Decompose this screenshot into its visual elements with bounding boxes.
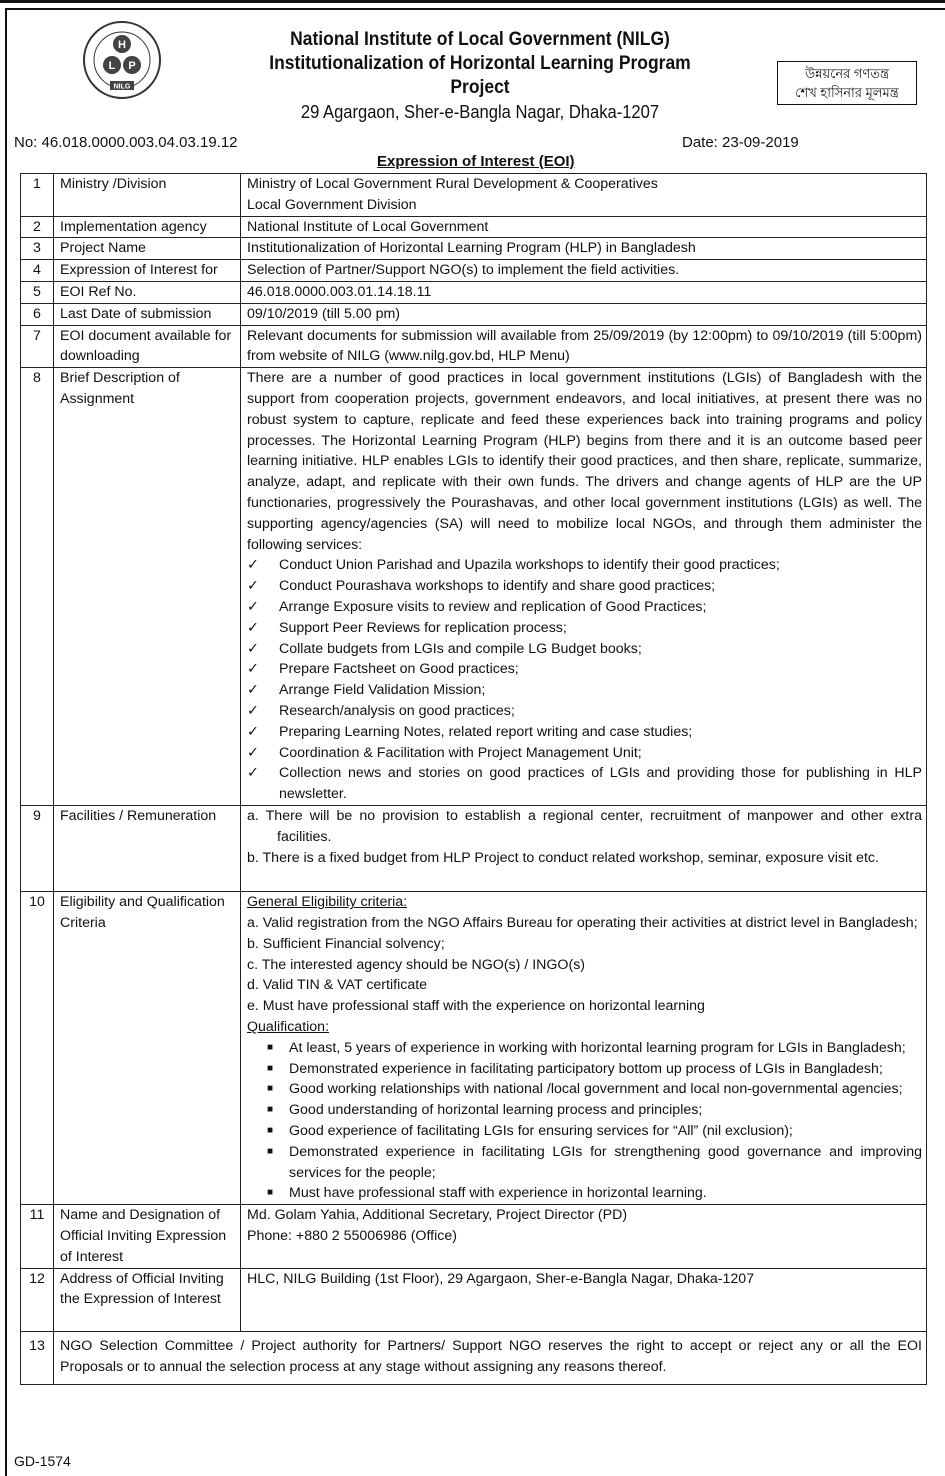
row-number: 4: [21, 260, 54, 282]
row-value: Institutionalization of Horizontal Learning Program (HLP) in Bangladesh: [241, 238, 927, 260]
row-label: Last Date of submission: [54, 303, 241, 325]
logo-letter-l: L: [108, 60, 116, 72]
row-value: Selection of Partner/Support NGO(s) to implement the field activities.: [241, 260, 927, 282]
row-number: 2: [21, 216, 54, 238]
row-number: 3: [21, 238, 54, 260]
list-item-text: Collate budgets from LGIs and compile LG Budget books;: [279, 640, 642, 657]
table-row: [21, 805, 927, 891]
table-row: [21, 1205, 927, 1268]
table-row: [21, 325, 927, 368]
issue-date: Date: 23-09-2019: [682, 134, 799, 151]
row-value: Relevant documents for submission will available from 25/09/2019 (by 12:00pm) to 09/10/2019 (till 5:00pm) from website of NILG (www.nilg.gov.bd, HLP Menu): [241, 325, 927, 368]
institute-name: National Institute of Local Government (NILG): [290, 29, 670, 50]
list-item: [247, 555, 922, 576]
table-row: [21, 303, 927, 325]
check-icon: ✓: [247, 682, 259, 699]
row-value: HLC, NILG Building (1st Floor), 29 Agargaon, Sher-e-Bangla Nagar, Dhaka-1207: [241, 1268, 927, 1332]
bullet-icon: ■: [267, 1041, 274, 1053]
row-label: Eligibility and Qualification Criteria: [54, 892, 241, 1205]
official-phone: Phone: +880 2 55006986 (Office): [247, 1228, 457, 1245]
ministry-value: Ministry of Local Government Rural Development & Cooperatives: [247, 176, 658, 192]
list-item-text: Support Peer Reviews for replication process;: [279, 619, 567, 636]
table-row: [21, 892, 927, 1205]
institute-address: 29 Agargaon, Sher-e-Bangla Nagar, Dhaka-1207: [300, 102, 660, 122]
footer-code: GD-1574: [14, 1453, 71, 1469]
bullet-icon: ■: [267, 1145, 274, 1157]
logo-letter-p: P: [128, 60, 136, 72]
list-item-text: Coordination & Facilitation with Project Management Unit;: [279, 744, 642, 761]
logo-caption: NILG: [113, 83, 131, 91]
bullet-icon: ■: [267, 1083, 274, 1095]
division-value: Local Government Division: [247, 196, 417, 213]
slogan-line-1: উন্নয়নের গণতন্ত্র: [804, 66, 890, 81]
list-item-text: Conduct Union Parishad and Upazila workshops to identify their good practices;: [279, 557, 780, 574]
check-icon: ✓: [247, 702, 259, 719]
check-icon: ✓: [247, 640, 259, 657]
row-value: [241, 1205, 927, 1268]
bullet-icon: ■: [267, 1187, 274, 1199]
row-label: Expression of Interest for: [54, 260, 241, 282]
check-icon: ✓: [247, 619, 259, 636]
row-label: EOI Ref No.: [54, 281, 241, 303]
facility-item-b: b. There is a fixed budget from HLP Project to conduct related workshop, seminar, exposure visit etc.: [247, 849, 879, 866]
row-value: 46.018.0000.003.01.14.18.11: [241, 281, 927, 303]
list-item-text: Research/analysis on good practices;: [279, 702, 515, 719]
list-item: [247, 1059, 922, 1080]
row-number: 10: [21, 892, 54, 1205]
row-label: Brief Description of Assignment: [54, 368, 241, 806]
qualification-list: [247, 1038, 922, 1204]
row-value: [241, 892, 927, 1205]
list-item: [247, 680, 922, 701]
table-row: [21, 1332, 927, 1385]
table-row: [21, 238, 927, 260]
list-item: [247, 597, 922, 618]
list-item: [247, 639, 922, 660]
list-item-text: Good understanding of horizontal learning process and principles;: [289, 1102, 703, 1119]
row-label: Implementation agency: [54, 216, 241, 238]
table-row: [21, 260, 927, 282]
row-number: 6: [21, 303, 54, 325]
row-label: Project Name: [54, 238, 241, 260]
list-item: [247, 576, 922, 597]
row-label: Facilities / Remuneration: [54, 805, 241, 891]
row-number: 7: [21, 325, 54, 368]
eoi-title: Expression of Interest (EOI): [377, 153, 575, 170]
check-icon: ✓: [247, 661, 259, 678]
list-item-text: Arrange Exposure visits to review and replication of Good Practices;: [279, 598, 707, 615]
general-eligibility-heading: General Eligibility criteria:: [247, 894, 408, 911]
check-icon: ✓: [247, 578, 259, 595]
list-item: [247, 1121, 922, 1142]
list-item: [247, 763, 922, 805]
list-item: [247, 722, 922, 743]
list-item-text: Preparing Learning Notes, related report writing and case studies;: [279, 723, 693, 740]
bullet-icon: ■: [267, 1062, 274, 1074]
row-value: [241, 805, 927, 891]
row-number: 9: [21, 805, 54, 891]
logo-letter-h: H: [118, 39, 126, 51]
eligibility-item: b. Sufficient Financial solvency;: [247, 935, 445, 952]
row-value: [241, 368, 927, 806]
list-item: [247, 701, 922, 722]
check-icon: ✓: [247, 765, 259, 782]
row-value: [241, 174, 927, 217]
list-item: [247, 743, 922, 764]
bullet-icon: ■: [267, 1125, 274, 1137]
list-item: [247, 659, 922, 680]
list-item: [247, 1183, 922, 1204]
row-value: 09/10/2019 (till 5.00 pm): [241, 303, 927, 325]
nilg-logo: [82, 20, 162, 100]
list-item-text: Demonstrated experience in facilitating LGIs for strengthening good governance and improving services for the people;: [289, 1143, 922, 1181]
check-icon: ✓: [247, 598, 259, 615]
facility-item-a: a. There will be no provision to establish a regional center, recruitment of manpower and other extra facilities.: [247, 807, 922, 845]
row-number: 8: [21, 368, 54, 806]
list-item: [247, 1142, 922, 1184]
eligibility-item: e. Must have professional staff with the experience on horizontal learning: [247, 998, 705, 1015]
table-row: [21, 216, 927, 238]
row-number: 13: [21, 1332, 54, 1385]
list-item-text: At least, 5 years of experience in working with horizontal learning program for LGIs in Bangladesh;: [289, 1039, 906, 1056]
letterhead: [220, 28, 740, 124]
assignment-description: There are a number of good practices in local government institutions (LGIs) of Bangladesh with the support from cooperation projects, government endeavors, and local initiatives, at present there was no robust system to capture, replicate and feed these experiences back into training programs and policy processes. The Horizontal Learning Program (HLP) begins from there and it is an outcome based peer learning initiative. HLP enables LGIs to identify their good practices, and then share, replicate, summarize, analyze, adapt, and replicate with their own funds. The drivers and change agents of HLP are the UP functionaries, progressively the Pourashavas, and other local government institutions (LGIs) as well. The supporting agency/agencies (SA) will need to mobilize local NGOs, and through them administer the following services:: [247, 370, 922, 553]
list-item-text: Demonstrated experience in facilitating participatory bottom up process of LGIs in Bangladesh;: [289, 1060, 883, 1077]
list-item: [247, 1100, 922, 1121]
top-border: [0, 0, 945, 3]
slogan-line-2: শেখ হাসিনার মূলমন্ত্র: [795, 85, 899, 100]
row-number: 12: [21, 1268, 54, 1332]
slogan-box: [777, 61, 917, 105]
qualification-heading: Qualification:: [247, 1019, 330, 1036]
row-label: Ministry /Division: [54, 174, 241, 217]
table-row: [21, 281, 927, 303]
row-number: 5: [21, 281, 54, 303]
table-row: [21, 1268, 927, 1332]
table-row: [21, 174, 927, 217]
row-value: National Institute of Local Government: [241, 216, 927, 238]
list-item-text: Good working relationships with national /local government and local non-governmental agencies;: [289, 1081, 903, 1098]
eligibility-item: a. Valid registration from the NGO Affairs Bureau for operating their activities at district level in Bangladesh;: [247, 915, 918, 932]
official-name: Md. Golam Yahia, Additional Secretary, Project Director (PD): [247, 1207, 628, 1224]
project-name: Institutionalization of Horizontal Learning Program Project: [269, 53, 691, 98]
row-label: EOI document available for downloading: [54, 325, 241, 368]
service-list: [247, 555, 922, 805]
table-row: [21, 368, 927, 806]
list-item-text: Good experience of facilitating LGIs for ensuring services for “All” (nil exclusion);: [289, 1123, 793, 1140]
reference-number: No: 46.018.0000.003.04.03.19.12: [14, 134, 238, 151]
list-item-text: Conduct Pourashava workshops to identify and share good practices;: [279, 578, 716, 595]
eoi-table: [20, 173, 927, 1385]
check-icon: ✓: [247, 723, 259, 740]
row-number: 1: [21, 174, 54, 217]
check-icon: ✓: [247, 744, 259, 761]
list-item-text: Collection news and stories on good practices of LGIs and providing those for publishing in HLP newsletter.: [279, 765, 922, 803]
eligibility-item: d. Valid TIN & VAT certificate: [247, 977, 428, 994]
check-icon: ✓: [247, 557, 259, 574]
row-label: Address of Official Inviting the Expression of Interest: [54, 1268, 241, 1332]
list-item-text: Must have professional staff with experience in horizontal learning.: [289, 1185, 707, 1202]
list-item: [247, 618, 922, 639]
list-item-text: Prepare Factsheet on Good practices;: [279, 661, 519, 678]
list-item: [247, 1079, 922, 1100]
list-item-text: Arrange Field Validation Mission;: [279, 682, 486, 699]
row-label: Name and Designation of Official Inviting Expression of Interest: [54, 1205, 241, 1268]
eligibility-item: c. The interested agency should be NGO(s) / INGO(s): [247, 956, 586, 973]
row-value: NGO Selection Committee / Project authority for Partners/ Support NGO reserves the right to accept or reject any or all the EOI Proposals or to annual the selection process at any stage without assigning any reasons thereof.: [54, 1332, 927, 1385]
bullet-icon: ■: [267, 1104, 274, 1116]
list-item: [247, 1038, 922, 1059]
row-number: 11: [21, 1205, 54, 1268]
